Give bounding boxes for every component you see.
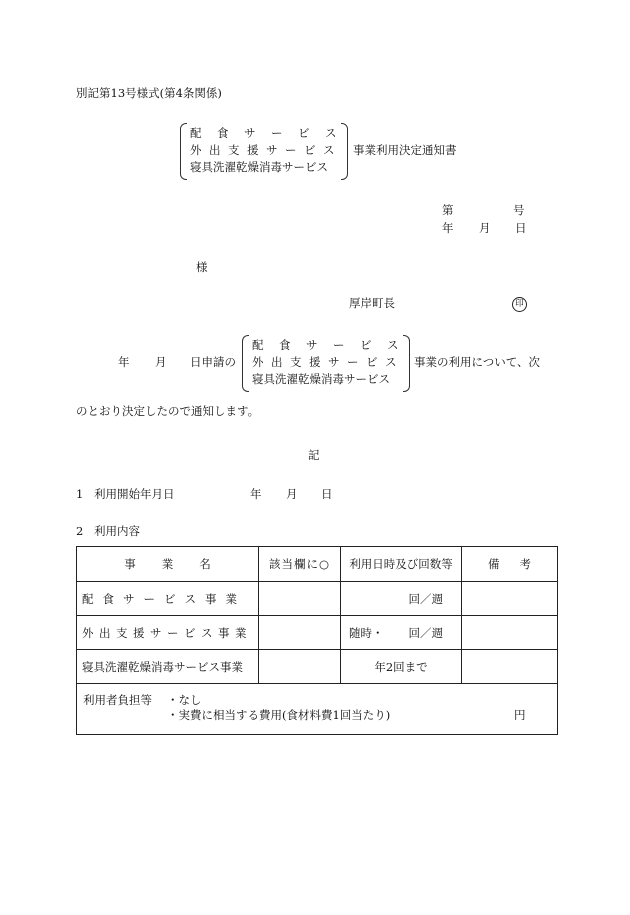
row-schedule: 回／週 bbox=[408, 625, 443, 640]
title-service-outing bbox=[190, 145, 342, 157]
row-schedule-cell bbox=[341, 616, 462, 650]
row-name-cell bbox=[77, 616, 259, 650]
service-outing-text: 外出支援サービス bbox=[252, 355, 404, 369]
row-name: 寝具洗濯乾燥消毒サービス事業 bbox=[82, 659, 243, 674]
header-schedule-cell bbox=[341, 547, 462, 582]
body-service-list bbox=[252, 338, 414, 390]
item2-number: 2 bbox=[76, 524, 84, 538]
service-bedding-text: 寝具洗濯乾燥消毒サービス bbox=[190, 160, 328, 174]
header-business: 事業名 bbox=[124, 557, 237, 571]
body-year: 年 bbox=[118, 355, 130, 369]
number-dai: 第 bbox=[442, 203, 454, 217]
row-name: 配食サービス事業 bbox=[82, 591, 246, 606]
item1-number: 1 bbox=[76, 487, 84, 501]
service-meal-text: 配食サービス bbox=[252, 338, 414, 352]
date-year: 年 bbox=[442, 221, 454, 235]
issuer: 厚岸町長 bbox=[349, 296, 395, 310]
burden-option-none: ・なし bbox=[167, 693, 202, 707]
body-service-meal bbox=[252, 338, 414, 352]
item1-label: 利用開始年月日 bbox=[94, 487, 175, 501]
body-month: 月 bbox=[155, 355, 167, 369]
row-check-cell[interactable] bbox=[259, 650, 341, 684]
table-row bbox=[77, 582, 558, 616]
row-schedule-prefix: 随時・ bbox=[349, 625, 384, 640]
row-schedule-cell bbox=[341, 582, 462, 616]
header-business-cell bbox=[77, 547, 259, 582]
body-day-applied: 日申請の bbox=[190, 355, 236, 369]
title-service-bedding bbox=[190, 162, 342, 174]
date-day: 日 bbox=[515, 221, 527, 235]
header-check: 該当欄に○ bbox=[268, 557, 331, 571]
burden-option-actual-cost: ・実費に相当する費用(食材料費1回当たり) bbox=[167, 708, 391, 722]
title-service-meal bbox=[190, 126, 352, 140]
date-month: 月 bbox=[479, 221, 491, 235]
body-service-bedding bbox=[252, 374, 404, 386]
header-remarks: 備考 bbox=[488, 557, 551, 571]
burden-row bbox=[77, 684, 558, 735]
row-name: 外出支援サービス事業 bbox=[82, 625, 252, 640]
number-go: 号 bbox=[513, 203, 525, 217]
row-remarks-cell[interactable] bbox=[462, 616, 558, 650]
burden-unit: 円 bbox=[514, 708, 526, 722]
service-outing-text: 外出支援サービス bbox=[190, 143, 342, 157]
service-meal-text: 配食サービス bbox=[190, 126, 352, 140]
addressee-honorific: 様 bbox=[196, 260, 208, 274]
row-name-cell bbox=[77, 650, 259, 684]
service-bedding-text: 寝具洗濯乾燥消毒サービス bbox=[252, 372, 390, 386]
title-bracket-right bbox=[341, 123, 348, 180]
item2-label: 利用内容 bbox=[94, 524, 140, 538]
row-schedule: 回／週 bbox=[408, 591, 443, 606]
item1-year: 年 bbox=[250, 487, 262, 501]
body-service-outing bbox=[252, 357, 404, 369]
seal-mark: 印 bbox=[512, 297, 527, 312]
body-line-2: のとおり決定したので通知します。 bbox=[76, 404, 260, 418]
item1-month: 月 bbox=[286, 487, 298, 501]
header-schedule: 利用日時及び回数等 bbox=[349, 557, 453, 571]
row-name-cell bbox=[77, 582, 259, 616]
header-check-cell bbox=[259, 547, 341, 582]
title-bracket-left bbox=[180, 123, 187, 180]
row-schedule-cell bbox=[341, 650, 462, 684]
body-bracket-right bbox=[403, 335, 410, 392]
body-bracket-left bbox=[242, 335, 249, 392]
burden-cell bbox=[77, 684, 558, 735]
body-after-bracket: 事業の利用について、次 bbox=[414, 355, 541, 369]
table-header-row bbox=[77, 547, 558, 582]
title-suffix: 事業利用決定通知書 bbox=[353, 143, 457, 157]
form-reference: 別記第13号様式(第4条関係) bbox=[76, 86, 222, 100]
usage-table bbox=[76, 546, 558, 735]
table-row bbox=[77, 650, 558, 684]
ki-heading: 記 bbox=[308, 448, 320, 462]
table-row bbox=[77, 616, 558, 650]
header-remarks-cell bbox=[462, 547, 558, 582]
item1-day: 日 bbox=[321, 487, 333, 501]
burden-label: 利用者負担等 bbox=[83, 693, 152, 707]
row-remarks-cell[interactable] bbox=[462, 582, 558, 616]
row-check-cell[interactable] bbox=[259, 582, 341, 616]
title-service-list bbox=[190, 126, 352, 178]
row-remarks-cell[interactable] bbox=[462, 650, 558, 684]
row-schedule: 年2回まで bbox=[374, 659, 428, 674]
row-check-cell[interactable] bbox=[259, 616, 341, 650]
